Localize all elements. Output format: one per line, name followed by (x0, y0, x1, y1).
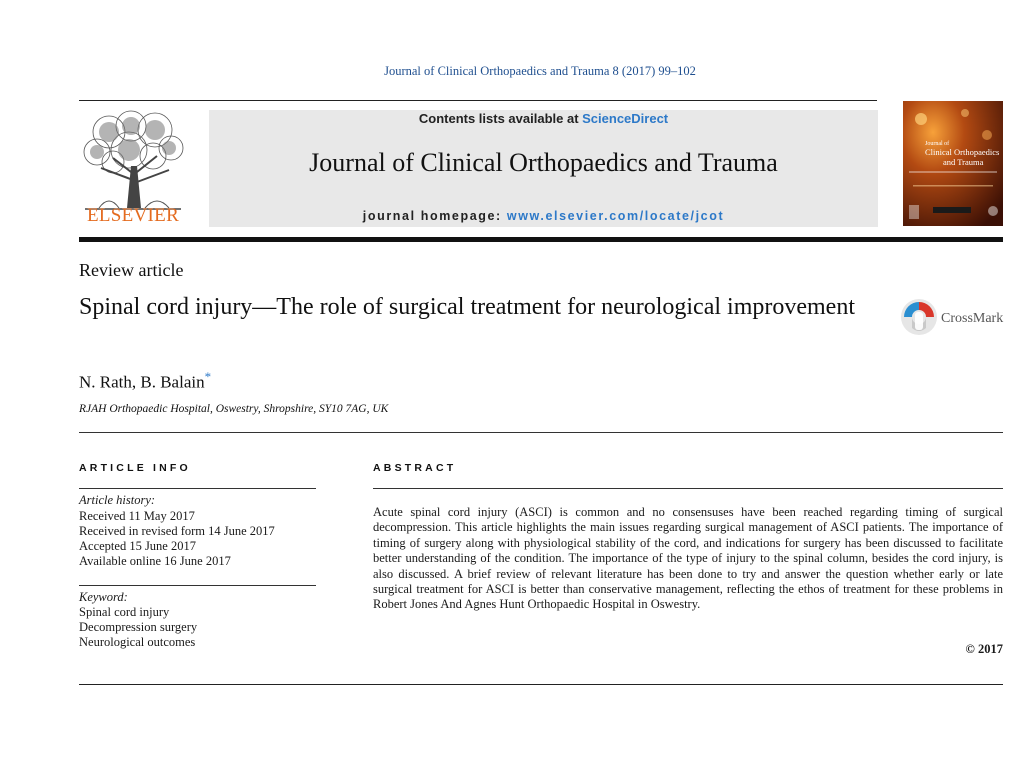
author-list (79, 369, 211, 393)
article-title: Spinal cord injury—The role of surgical treatment for neurological improvement (79, 294, 855, 320)
abstract-text: Acute spinal cord injury (ASCI) is common and no consensuses have been reached regarding timing of surgical decompression. This article highlights the main issues regarding surgical management of ASCI patients. The importance of timing of surgery along with physiological stability of the cord, and indications for surgery has been discussed to facilitate better understanding of the condition. The importance of the type of injury to the spinal column, besides the cord injury, is also discussed. A brief review of relevant literature has been done to try and answer the question whether early or late surgical treatment for ASCI is better than conservative management, reflecting the ethos of treatment for these problems in Robert Jones And Agnes Hunt Orthopaedic Hospital in Oswestry. (373, 505, 1003, 612)
journal-citation[interactable]: Journal of Clinical Orthopaedics and Trauma 8 (2017) 99–102 (384, 64, 696, 78)
article-info-divider (79, 488, 316, 489)
keywords-divider (79, 585, 316, 586)
history-received: Received 11 May 2017 (79, 509, 195, 523)
abstract-heading: ABSTRACT (373, 462, 457, 474)
cover-title-line3: and Trauma (943, 157, 984, 167)
article-type: Review article (79, 260, 184, 280)
sciencedirect-link[interactable]: ScienceDirect (582, 111, 669, 126)
journal-cover-thumbnail[interactable] (903, 101, 1003, 226)
masthead-divider (79, 237, 1003, 242)
journal-title: Journal of Clinical Orthopaedics and Trauma (309, 148, 778, 177)
keyword-item: Neurological outcomes (79, 635, 196, 649)
contents-availability (209, 111, 878, 126)
crossmark-icon[interactable] (900, 298, 938, 336)
article-info-heading: ARTICLE INFO (79, 462, 191, 474)
author-affiliation: RJAH Orthopaedic Hospital, Oswestry, Shropshire, SY10 7AG, UK (79, 403, 389, 415)
header-divider (79, 100, 877, 101)
homepage-link[interactable]: www.elsevier.com/locate/jcot (506, 209, 725, 223)
crossmark-label[interactable]: CrossMark (941, 311, 1004, 326)
contents-prefix: Contents lists available at (418, 111, 583, 126)
elsevier-wordmark: ELSEVIER (86, 205, 180, 226)
abstract-divider (373, 488, 1003, 489)
keyword-item: Decompression surgery (79, 620, 198, 634)
section-divider (79, 432, 1003, 433)
history-accepted: Accepted 15 June 2017 (79, 539, 196, 553)
keywords-heading: Keyword: (79, 590, 128, 604)
journal-homepage (209, 209, 878, 223)
authors-names: N. Rath, B. Balain (79, 372, 205, 392)
keyword-item: Spinal cord injury (79, 605, 170, 619)
corresponding-author-marker[interactable]: * (204, 369, 212, 384)
article-history-heading: Article history: (79, 493, 156, 507)
homepage-prefix: journal homepage: (362, 209, 507, 223)
history-online: Available online 16 June 2017 (79, 554, 231, 568)
cover-title-line1: Journal of (925, 141, 950, 147)
copyright-notice: © 2017 (965, 642, 1003, 656)
history-revised: Received in revised form 14 June 2017 (79, 524, 275, 538)
footer-divider (79, 684, 1003, 685)
cover-title-line2: Clinical Orthopaedics (925, 147, 1000, 157)
